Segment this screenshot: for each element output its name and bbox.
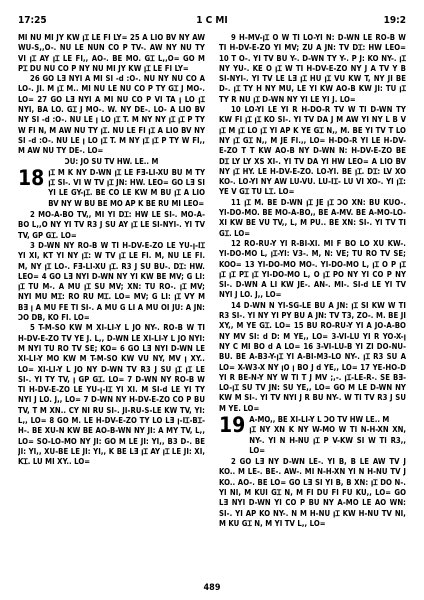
page-number: 489 xyxy=(203,582,221,593)
chapter-opening-text: ꞁꞮ NY XN K NY W-MO W TI N-H-XN XN, NY-. YI N H-NU ꞁꞮ P V-KW SI W TI R3,, LO= xyxy=(249,425,406,455)
header-left-reference: 17:25 xyxy=(18,15,47,26)
page-header xyxy=(18,16,406,30)
chapter-start xyxy=(18,165,205,209)
verse-paragraph: MI NU MI JY KW ꞁꞮ LE FI LY= 25 A LIO BV NY AW WU-S,,O-. NU LE NUN CO P TV-. AW NY NU TY VI ꞁꞮ AY ꞁꞮ LE FI,, AO-. BE MO. GꞮ L,,O= GO M PꞮ DU NU CO P NY NU MI JY KW ꞁꞮ LE FI LY= xyxy=(18,33,205,73)
verse-paragraph: 26 GO LƎ NYI A MI SI -d :O-. NU NY NU CO A LO-. JI. M ꞁꞮ M.. MI NU LE NU CO P TY GꞮ J MO-. LO= 27 GO LƎ NYI A MI NU CO P VI TA ꞁ LO ꞁꞮ NYI, BA LO. GꞮ J MO-. W. NY DE-. LO- A LIO BV NY SI -d :O-. NU LE ꞁ LO ꞁꞮ T. M NY NY ꞁꞮ ꞁꞮ P TY W FI N, M AW NU TY ꞁꞮ. NU LE FI ꞁꞮ A LIO BV NY SI -d :O-. NU LE ꞁ LO ꞁꞮ T. M NY ꞁꞮ ꞁꞮ P TY W FI,, M AW NU TY DE-. LO= xyxy=(18,74,205,156)
chapter-opening-text: ꞁꞮ M K NY D-WN ꞁꞮ LE FƎ-LI-XU BU M TY ꞁꞮ SI-. VI W TV ꞁꞮ JN: HW. LEO= GO LƎ SI YI LE GY-ꞁꞮ. BE CO LE KW M BU ꞁꞮ A LIO BV NY W BU BE MO AP K BE RU MI LEO= xyxy=(48,167,205,208)
chapter-number: 18 xyxy=(18,165,45,190)
verse-paragraph: 10 LO-YI LE YI R H-DO-R TV W TI D-WN TY KW FI ꞁꞮ ꞁꞮ KO SI-. YI TV DA J M AW YI NY L B V ꞁꞮ M ꞁꞮ LO ꞁꞮ YI AP K YE GꞮ N,, M. BE YI TV T LO NY ꞁꞮ GꞮ N,, M JE FI.,, LO= H-DO-R YI LE H-DV-E-ZO T T KW AO-B NY D-WN N: H-DV-E-ZO BE DꞮ LY LY XS XI-. YI TV DA YI HW LEO= A LIO BV NY ꞁꞮ HY. LE H-DV-E-ZO. LO-YI. BE ꞁꞮ. DꞮ: LV XO KO-. LO-YI NY AW LU-VU. LU-IꞮ- LU VI XO-. YI ꞁꞮ: YE V GꞮ TU LꞮ. LO= xyxy=(219,105,406,197)
verse-paragraph: 12 RO-RU-Y YI R-BI-XI. MI F BO LO XU KW-. YI-DO-MO L, ꞁꞮ-YI: V3-. M, N: VE; TU RO TV SE; KOO= 13 YI-DO-MO MO-. YI-DO-MO L, ꞁꞮ O P ꞁꞮ ꞁꞮ ꞁꞮ PꞮ ꞁꞮ YI-DO-MO L, O ꞁꞮ PO NY YI CO P NY SI-. D-WN A LI KW JE-. AN-. MI-. SI-d LE YI TV NYI J LO. J,, LO= xyxy=(219,238,406,300)
chapter-heading xyxy=(249,415,406,456)
verse-paragraph: 11 ꞁꞮ M. BE D-WN ꞁꞮ JE ꞁꞮ ƆO XN: BU KUO-. YI-DO-MO. BE MO-A-BO,, BE A-MV. BE A-MO-LO-XI KW BE VU TV,, L, M PU.. BE XN: SI-. YI TV TI GꞮ. LO= xyxy=(219,197,406,238)
verse-paragraph: 2 MO-A-BO TV,, MI YI DꞮ: HW LE SI-. MO-A-BO L,,O NY YI TV R3 J SU AY ꞁꞮ LE SI-NYI-. YI TV TV, GP GꞮ. LO= xyxy=(18,210,205,240)
verse-paragraph: 5 T-M-SO KW M XI-LI-Y L JO NY-. RO-B W TI H-DV-E-ZO TV YE J. L,, D-WN LE XI-LI-Y L JO NYI: M NYI TU RO TV SE; KO= 6 GO LƎ NYI D-WN LE XI-LI-Y MO KW M T-M-SO KW VU NY, MV ꞁ XY.. LO= XI-LI-Y L JO NY D-WN TV R3 J SU ꞁꞮ ꞁꞮ LE SI-. YI TY TV, ꞁ GP GꞮ. LO= 7 D-WN NY RO-B W TI H-DV-E-ZO LE YU-ꞁ-IꞮ YI XI. M SI-d LE YI TY NYI J LO. J,, LO= 7 D-WN NY H-DV-E-ZO CO P BU TV, T M XN.. CY NI RU SI-. JI-RU-S-LE KW TV, YI: L,, LO= 8 GO M. LE H-DV-E-ZO TY LO LƎ ꞁ-IꞮ-BꞮ-H-. BE XU-N KW BE AO-B-WN NY JI: A MY TV, L,, LO= SO-LO-MO NY JI: GO M LE JI: YI,, B3 D-. BE JI: YI,, XU-BE LE JI: YI,, K BE LƎ ꞁꞮ AY ꞁꞮ LE JI: XI, KꞮ. LU MI XY.. LO= xyxy=(18,323,205,467)
verse-paragraph: 2 GO LƎ NY D-WN LE-. YI B, B LE AW TV J KO.. M LE-. BE-. AW-. MI N-H-XN YI N H-NU TV J KO.. AO-. BE LO= GO LƎ SI YI B, B XN: ꞁꞮ DO N-. YI NI, M KUI GꞮ N, M FI DU FI FU KU,, LO= GO LƎ NYI D-WN YI CO P BU NY A-MO LE AO WN: SI-. YI AP KO NY-. N M H-NU ꞁꞮ KW H-NU TV NI, M KU GꞮ N, M YI TV L,, LO= xyxy=(219,457,406,528)
left-column xyxy=(18,33,205,573)
verse-paragraph: 14 D-WN N YI-SG-LE BU A JN: ꞁꞮ SI KW W TI R3 SI-. YI NY YI PY BU A JN: TV T3, ZO-. M. BE JI XY,, M YE GꞮ. LO= 15 BU RO-RU-Y YI A JO-A-BO NY MV SI: d D: M YE,, LO= 3-VI-LU YI R YO-X-ꞁ NY C MI BO d A LO= 16 3-VI-LU-B YI ZI DO-NU-BU. BE A-B3-Y-ꞁꞮ YI A-BI-M3-LO NY-. ꞁꞮ R3 SU A LO= X-W3-X NY ꞁO ꞁ BO J d YE,, LO= 17 YE-HO-D YI R BE-N-Y NY W TI T J MV ;,-. ꞁꞮ-LE-R-. SE BƎ-LO-ꞁꞮ SU TV JN: SU YE,, LO= GO M LE D-WN NY KW M SI-. YI TV NYI J R BU NY-. W TI TV R3 J SU M YE. LO= xyxy=(219,300,406,413)
right-column xyxy=(219,33,406,573)
header-book-title: 1 C MI xyxy=(196,15,228,26)
header-right-reference: 19:2 xyxy=(383,15,406,26)
chapter-heading-title: A-MO,, BE XI-LI-Y L ƆO TV HW LE.. M xyxy=(249,414,390,424)
verse-paragraph: 9 H-MV-ꞁꞮ O W TI LO-YI N: D-WN LE RO-B W TI H-DV-E-ZO YI MV; ZU A JN: TV DꞮ: HW LEO= 10 T O-. YI TV BU Y-. D-WN TY Y-. P J: KO NY-. ꞁꞮ NY YU-. KE O ꞁꞮ W TI H-DV-E-ZO NY J A TV Y B SI-NYI-. YI TV LE LƎ ꞁꞮ HU ꞁꞮ VU KW T, NY JI BE D-. ꞁꞮ TY H NY MU, LE YI KW AO-B KW JI: TU ꞁꞮ TY R NU ꞁꞮ D-WN NY YI LE YI J. LO= xyxy=(219,33,406,104)
chapter-title-line: ƆU: JO SU TV HW. LE.. M xyxy=(64,156,159,166)
chapter-number: 19 xyxy=(219,412,246,437)
verse-paragraph: 3 D-WN NY RO-B W TI H-DV-E-ZO LE YU-ꞁ-IꞮ YI XI, KT YI NY ꞁꞮ: W TV ꞁꞮ LE FI. M, NU LE FI. M, NY ꞁꞮ LO-. FƎ-LI-XU ꞁꞮ. R3 J SU BU-. DꞮ: HW. LEO= 4 GO LƎ NYI D-WN NY YI KW BE MV; G LI: ꞁꞮ TU M-. A MU ꞁꞮ SU MV; XN: TU RO-. ꞁꞮ MV; NYI MU MꞮ: RO RU MꞮ. LO= MV; G LI: ꞁꞮ VY M BƎ ꞁ A MU FE TI SI-. A MU G LI A MU OI JU: A JN: ƆO DB, KO FI. LO= xyxy=(18,240,205,323)
chapter-start xyxy=(219,412,406,456)
